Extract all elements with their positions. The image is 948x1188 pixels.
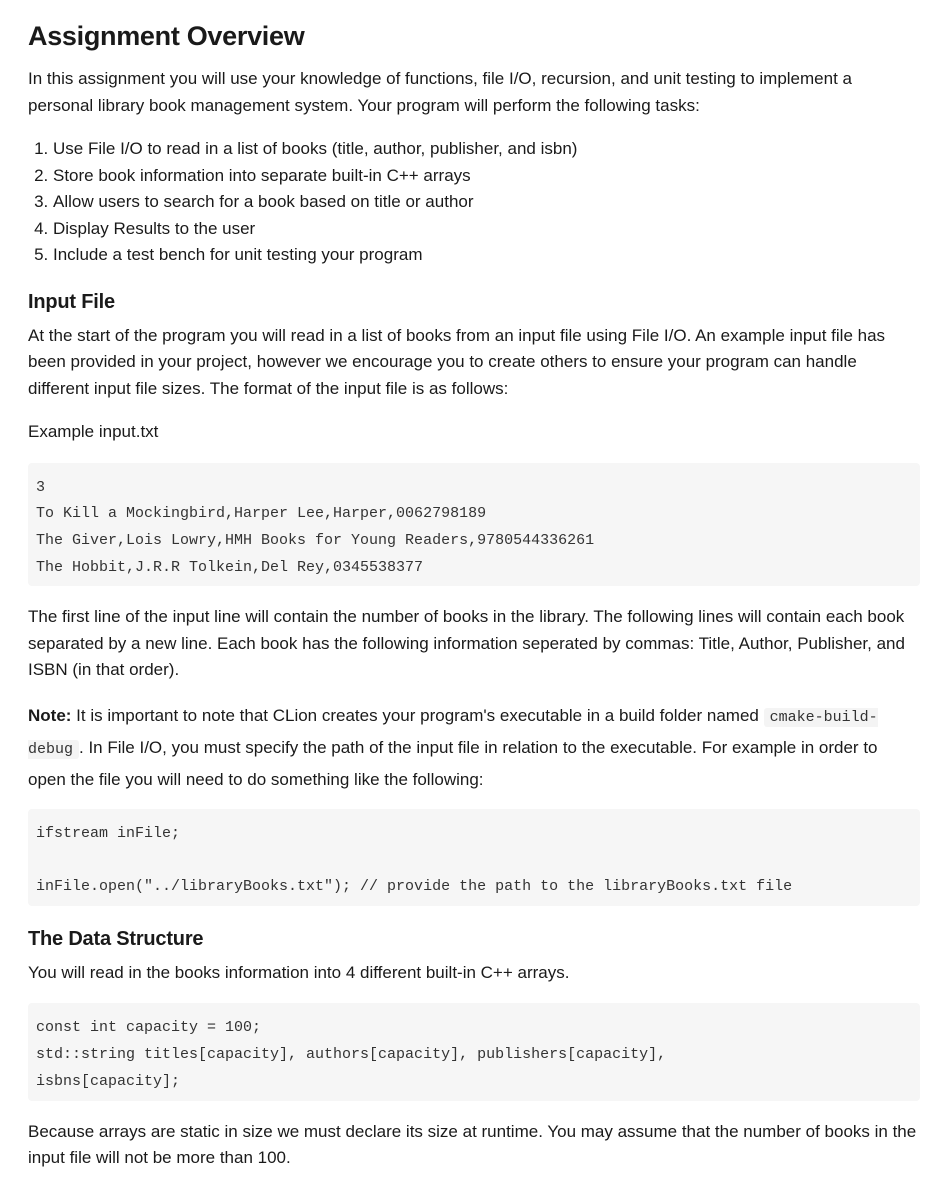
task-item: 2. Store book information into separate built-in C++ arrays <box>53 163 920 190</box>
intro-paragraph: In this assignment you will use your knowledge of functions, file I/O, recursion, and unit testing to implement a personal library book management system. Your program will perform the following tasks: <box>28 69 852 115</box>
data-structure-heading: The Data Structure <box>28 927 204 950</box>
arrays-declaration-code-block: const int capacity = 100; std::string titles[capacity], authors[capacity], publishers[capacity], isbns[capacity]; <box>28 1003 920 1100</box>
input-file-heading: Input File <box>28 290 115 313</box>
example-input-code-block: 3 To Kill a Mockingbird,Harper Lee,Harper,0062798189 The Giver,Lois Lowry,HMH Books for Young Readers,9780544336261 The Hobbit,J.R.R Tolkein,Del Rey,0345538377 <box>28 463 920 587</box>
format-explanation: The first line of the input line will contain the number of books in the library. The following lines will contain each book separated by a new line. Each book has the following information seperated by commas: Title, Author, Publisher, and ISBN (in that order). <box>28 607 905 680</box>
note-text-before: It is important to note that CLion creates your program's executable in a build folder named <box>71 705 764 725</box>
task-item: 3. Allow users to search for a book based on title or author <box>53 189 920 216</box>
closing-paragraph: Because arrays are static in size we must declare its size at runtime. You may assume that the number of books in the input file will not be more than 100. <box>28 1121 917 1168</box>
task-list <box>28 136 920 269</box>
note-text-after: . In File I/O, you must specify the path of the input file in relation to the executable. For example in order to open the file you will need to do something like the following: <box>28 737 878 789</box>
build-folder-inline-code: cmake-build-debug <box>28 708 878 758</box>
file-open-code-block: ifstream inFile; inFile.open("../libraryBooks.txt"); // provide the path to the libraryBooks.txt file <box>28 809 920 906</box>
note-label: Note: <box>28 705 72 725</box>
task-item: 1. Use File I/O to read in a list of books (title, author, publisher, and isbn) <box>53 136 920 163</box>
page-title: Assignment Overview <box>28 21 305 51</box>
data-structure-description: You will read in the books information into 4 different built-in C++ arrays. <box>28 962 570 982</box>
input-file-description: At the start of the program you will read in a list of books from an input file using File I/O. An example input file has been provided in your project, however we encourage you to create others to ensure your program can handle different input file sizes. The format of the input file is as follows: <box>28 325 886 398</box>
example-label: Example input.txt <box>28 422 159 441</box>
note-paragraph <box>28 701 920 795</box>
task-item: 5. Include a test bench for unit testing your program <box>53 242 920 269</box>
task-item: 4. Display Results to the user <box>53 216 920 243</box>
